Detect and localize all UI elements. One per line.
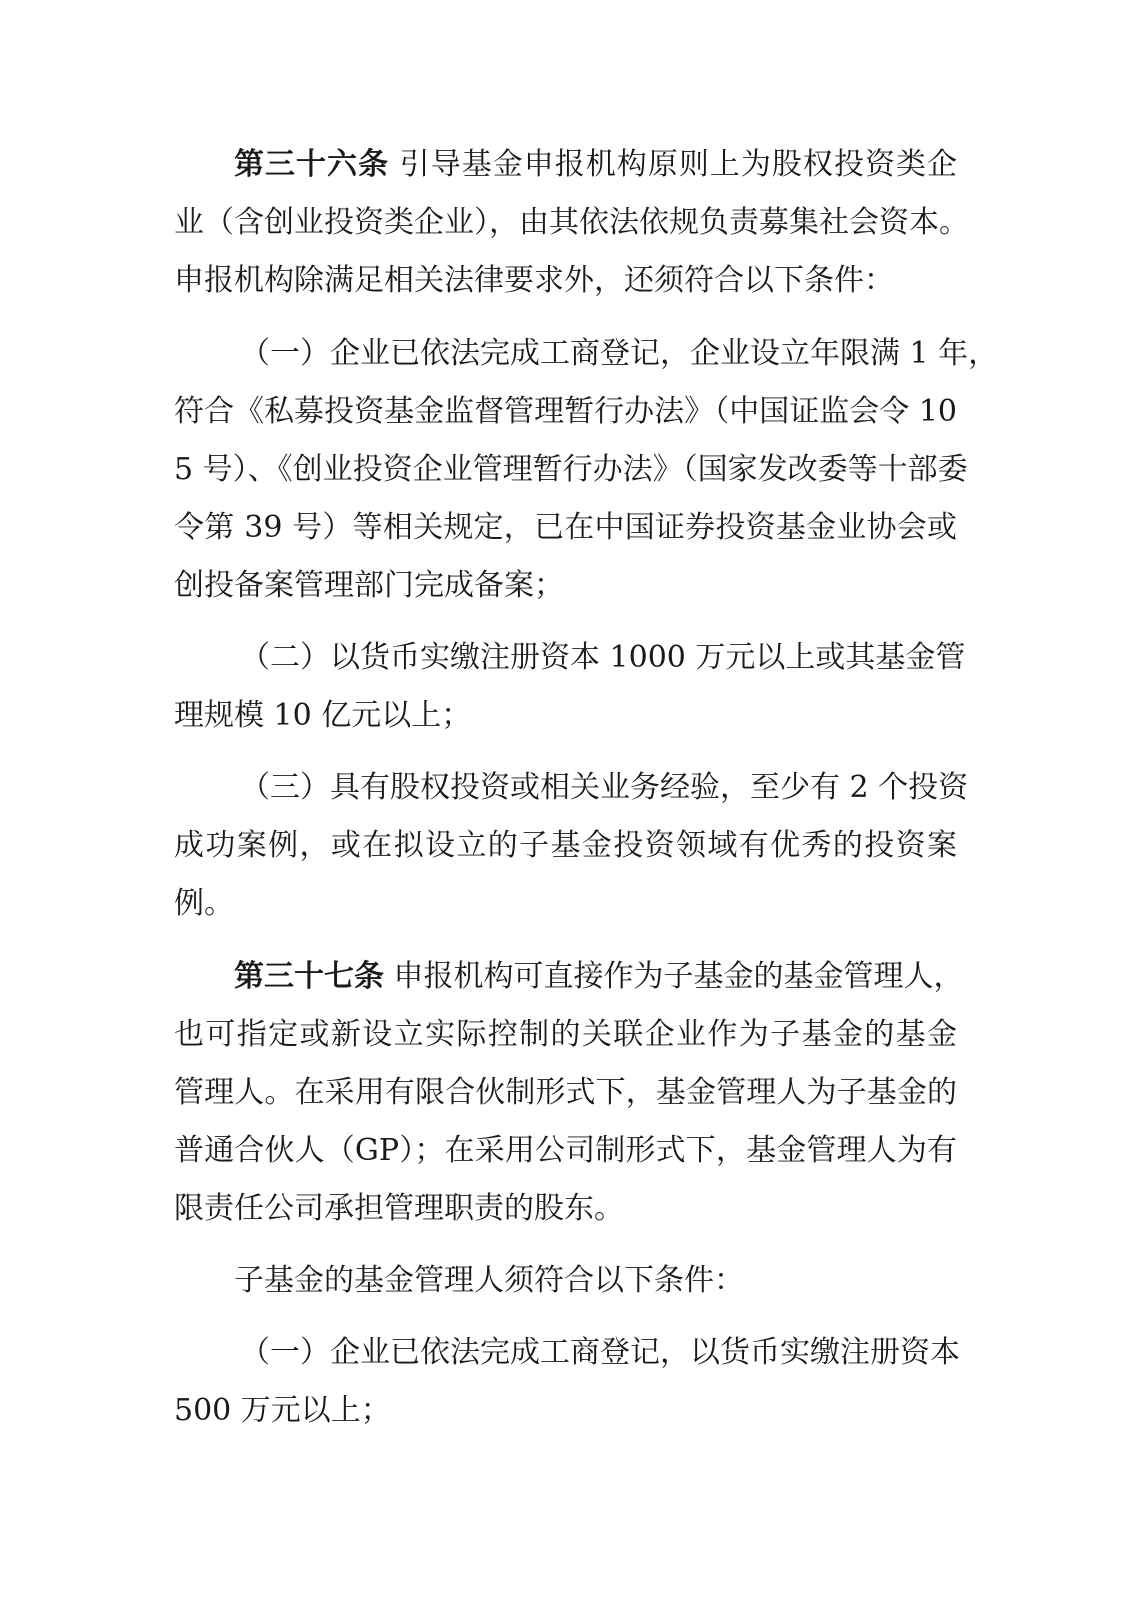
article-36-text: 引导基金申报机构原则上为股权投资类企 <box>399 147 958 182</box>
article-37-line-3: 管理人。在采用有限合伙制形式下，基金管理人为子基金的 <box>174 1075 957 1110</box>
article-37-line-1 <box>234 954 964 1000</box>
article-36-line-3: 申报机构除满足相关法律要求外，还须符合以下条件： <box>174 263 894 298</box>
article-37-heading: 第三十七条 <box>234 959 384 994</box>
article-36-line-1 <box>234 142 957 188</box>
article-36-item-1-line-4: 令第 39 号）等相关规定，已在中国证券投资基金业协会或 <box>174 510 957 545</box>
article-36-item-2-line-1: （二）以货币实缴注册资本 1000 万元以上或其基金管 <box>240 640 966 675</box>
article-36-item-1-line-2: 符合《私募投资基金监督管理暂行办法》（中国证监会令 10 <box>174 394 957 429</box>
article-36-item-3-line-3: 例。 <box>174 886 234 921</box>
article-37-line-4: 普通合伙人（GP）；在采用公司制形式下，基金管理人为有 <box>174 1133 957 1168</box>
article-36-heading: 第三十六条 <box>234 147 390 182</box>
article-36-item-3-line-1: （三）具有股权投资或相关业务经验，至少有 2 个投资 <box>240 770 969 805</box>
article-36-item-1-line-5: 创投备案管理部门完成备案； <box>174 568 564 603</box>
article-37-text: 申报机构可直接作为子基金的基金管理人， <box>393 959 964 994</box>
article-37-item-1-line-1: （一）企业已依法完成工商登记，以货币实缴注册资本 <box>240 1335 960 1370</box>
article-36-line-2: 业（含创业投资类企业），由其依法依规负责募集社会资本。 <box>174 205 969 240</box>
article-36-item-1-line-1: （一）企业已依法完成工商登记，企业设立年限满 1 年， <box>240 336 999 371</box>
article-37-line-2: 也可指定或新设立实际控制的关联企业作为子基金的基金 <box>174 1017 957 1052</box>
article-36-item-3-line-2: 成功案例，或在拟设立的子基金投资领域有优秀的投资案 <box>174 828 957 863</box>
article-36-item-2-line-2: 理规模 10 亿元以上； <box>174 698 472 733</box>
article-37-line-5: 限责任公司承担管理职责的股东。 <box>174 1191 624 1226</box>
article-37-item-1-line-2: 500 万元以上； <box>174 1393 391 1428</box>
article-37-conditions-intro: 子基金的基金管理人须符合以下条件： <box>234 1263 744 1298</box>
article-36-item-1-line-3: 5 号）、《创业投资企业管理暂行办法》（国家发改委等十部委 <box>174 452 968 487</box>
